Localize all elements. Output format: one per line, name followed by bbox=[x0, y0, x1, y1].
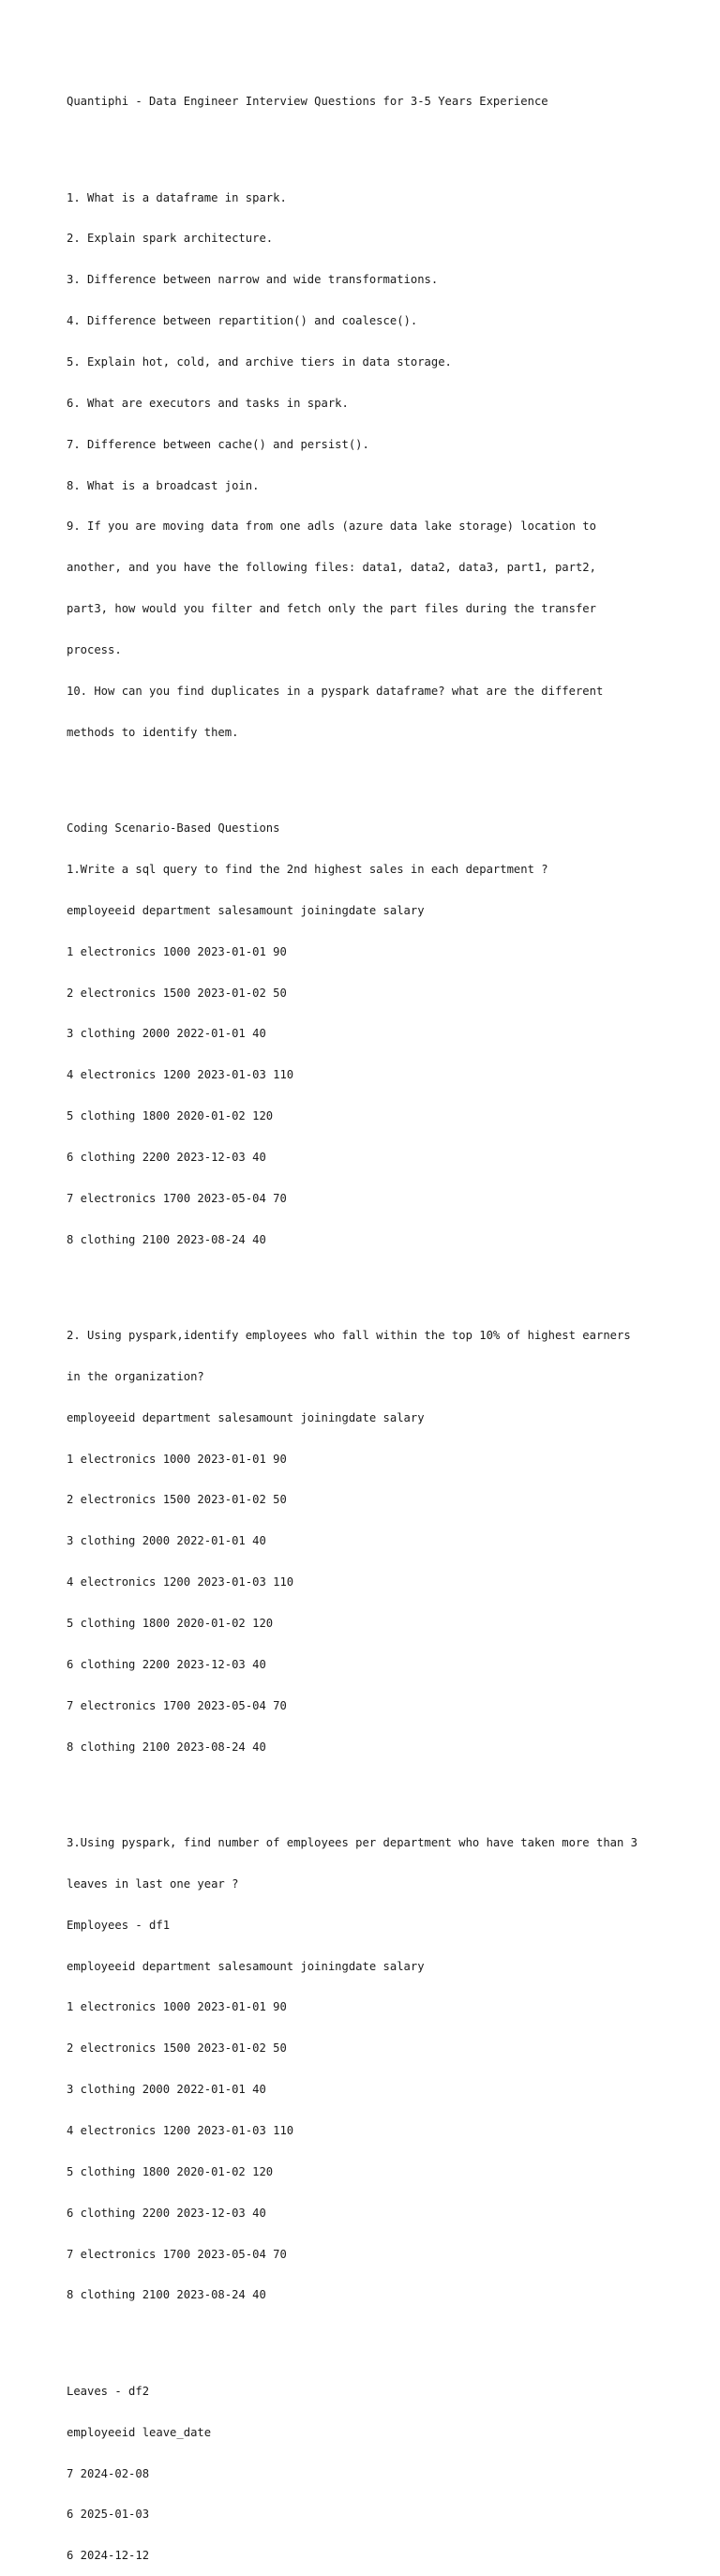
question-line: 4. Difference between repartition() and coalesce(). bbox=[67, 314, 418, 328]
scenario-question: leaves in last one year ? bbox=[67, 1876, 239, 1891]
table-header: employeeid department salesamount joiningdate salary bbox=[67, 1410, 425, 1424]
table-row: 1 electronics 1000 2023-01-01 90 bbox=[67, 1452, 287, 1466]
table-row: 7 electronics 1700 2023-05-04 70 bbox=[67, 1698, 287, 1712]
table-row: 6 2024-12-12 bbox=[67, 2549, 150, 2563]
table-row: 2 electronics 1500 2023-01-02 50 bbox=[67, 986, 287, 1000]
table-row: 5 clothing 1800 2020-01-02 120 bbox=[67, 1617, 274, 1631]
question-line: 5. Explain hot, cold, and archive tiers in data storage. bbox=[67, 355, 452, 369]
table-row: 6 clothing 2200 2023-12-03 40 bbox=[67, 2206, 266, 2220]
document-page bbox=[67, 68, 685, 2576]
scenario-question: 2. Using pyspark,identify employees who fall within the top 10% of highest earners bbox=[67, 1329, 631, 1343]
table-row: 4 electronics 1200 2023-01-03 110 bbox=[67, 1575, 294, 1589]
table-row: 2 electronics 1500 2023-01-02 50 bbox=[67, 2041, 287, 2056]
question-line: another, and you have the following files: data1, data2, data3, part1, part2, bbox=[67, 561, 596, 575]
table-row: 1 electronics 1000 2023-01-01 90 bbox=[67, 944, 287, 958]
spacer bbox=[67, 2329, 685, 2343]
dataframe-label: Employees - df1 bbox=[67, 1918, 171, 1932]
scenario-question: 1.Write a sql query to find the 2nd highest sales in each department ? bbox=[67, 862, 548, 876]
question-line: 6. What are executors and tasks in spark. bbox=[67, 396, 349, 410]
table-row: 5 clothing 1800 2020-01-02 120 bbox=[67, 2164, 274, 2178]
table-row: 6 clothing 2200 2023-12-03 40 bbox=[67, 1150, 266, 1164]
spacer bbox=[67, 767, 685, 781]
table-row: 7 electronics 1700 2023-05-04 70 bbox=[67, 1191, 287, 1205]
table-row: 6 clothing 2200 2023-12-03 40 bbox=[67, 1657, 266, 1671]
question-line: methods to identify them. bbox=[67, 725, 239, 739]
section-heading: Coding Scenario-Based Questions bbox=[67, 821, 280, 836]
spacer bbox=[67, 1782, 685, 1796]
table-row: 7 electronics 1700 2023-05-04 70 bbox=[67, 2247, 287, 2261]
question-line: 3. Difference between narrow and wide transformations. bbox=[67, 273, 439, 287]
table-row: 6 2025-01-03 bbox=[67, 2508, 150, 2522]
table-row: 7 2024-02-08 bbox=[67, 2466, 150, 2480]
table-row: 5 clothing 1800 2020-01-02 120 bbox=[67, 1109, 274, 1123]
table-row: 8 clothing 2100 2023-08-24 40 bbox=[67, 1232, 266, 1246]
table-row: 8 clothing 2100 2023-08-24 40 bbox=[67, 1740, 266, 1754]
table-row: 4 electronics 1200 2023-01-03 110 bbox=[67, 1068, 294, 1082]
table-header: employeeid leave_date bbox=[67, 2425, 212, 2439]
table-row: 3 clothing 2000 2022-01-01 40 bbox=[67, 1027, 266, 1041]
question-line: 2. Explain spark architecture. bbox=[67, 232, 274, 246]
question-line: process. bbox=[67, 643, 122, 657]
table-row: 1 electronics 1000 2023-01-01 90 bbox=[67, 2000, 287, 2014]
question-line: 9. If you are moving data from one adls (azure data lake storage) location to bbox=[67, 520, 596, 534]
dataframe-label: Leaves - df2 bbox=[67, 2384, 150, 2398]
scenario-question: 3.Using pyspark, find number of employees per department who have taken more than 3 bbox=[67, 1835, 638, 1849]
table-header: employeeid department salesamount joiningdate salary bbox=[67, 903, 425, 917]
table-row: 3 clothing 2000 2022-01-01 40 bbox=[67, 1534, 266, 1548]
question-line: 10. How can you find duplicates in a pyspark dataframe? what are the different bbox=[67, 684, 604, 698]
question-line: part3, how would you filter and fetch only the part files during the transfer bbox=[67, 602, 596, 616]
table-row: 3 clothing 2000 2022-01-01 40 bbox=[67, 2083, 266, 2097]
table-row: 4 electronics 1200 2023-01-03 110 bbox=[67, 2124, 294, 2137]
scenario-question: in the organization? bbox=[67, 1369, 204, 1383]
document-title: Quantiphi - Data Engineer Interview Questions for 3-5 Years Experience bbox=[67, 95, 548, 109]
table-row: 8 clothing 2100 2023-08-24 40 bbox=[67, 2288, 266, 2302]
spacer bbox=[67, 1274, 685, 1288]
table-header: employeeid department salesamount joiningdate salary bbox=[67, 1959, 425, 1973]
question-line: 1. What is a dataframe in spark. bbox=[67, 190, 287, 204]
question-line: 7. Difference between cache() and persist(). bbox=[67, 437, 369, 451]
question-line: 8. What is a broadcast join. bbox=[67, 478, 260, 492]
spacer bbox=[67, 136, 685, 150]
table-row: 2 electronics 1500 2023-01-02 50 bbox=[67, 1493, 287, 1507]
